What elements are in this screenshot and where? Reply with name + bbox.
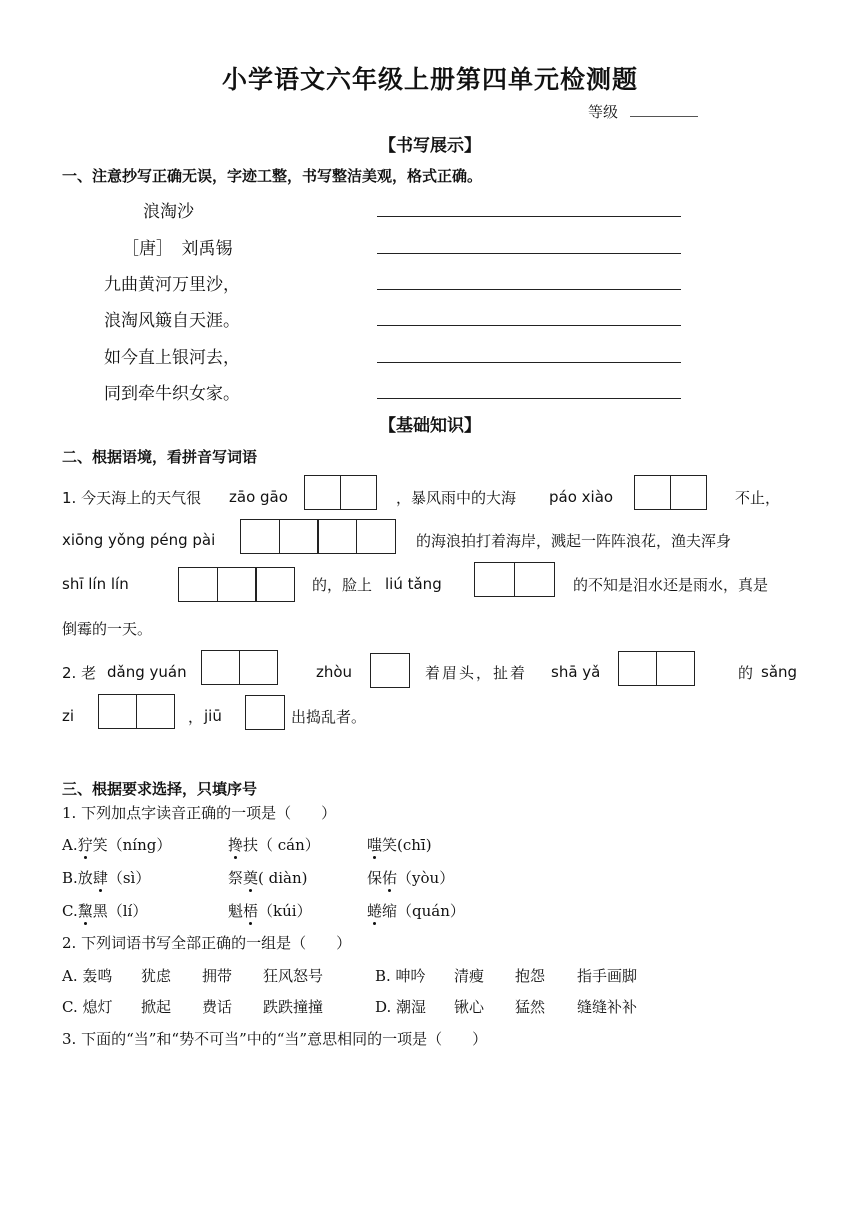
- option-b-item: 保佑（yòu）: [367, 869, 455, 887]
- option-a-item: 嗤笑(chī): [367, 836, 432, 854]
- q2-text: 倒霉的一天。: [62, 620, 153, 638]
- word-option: A. 轰鸣: [62, 967, 113, 985]
- answer-boxes[interactable]: [370, 653, 409, 688]
- pinyin: zi: [62, 707, 75, 725]
- pinyin: liú tǎng: [385, 575, 442, 593]
- word-option: D. 潮湿: [375, 998, 427, 1016]
- pinyin: shī lín lín: [62, 575, 129, 593]
- poem-line: 如今直上银河去，: [104, 348, 240, 368]
- q2-text: ，暴风雨中的大海: [396, 489, 517, 507]
- pinyin: sǎng: [761, 663, 798, 681]
- q2-heading: 二、根据语境，看拼音写词语: [62, 448, 258, 466]
- answer-boxes[interactable]: [618, 651, 693, 686]
- writing-line[interactable]: [377, 289, 681, 290]
- word-option: 狂风怒号: [263, 967, 324, 985]
- q2-text: 的，脸上: [312, 576, 373, 594]
- poem-author: ［唐］ 刘禹锡: [122, 239, 233, 259]
- q1-heading: 一、注意抄写正确无误，字迹工整，书写整洁美观，格式正确。: [62, 167, 483, 185]
- answer-boxes[interactable]: [634, 475, 705, 510]
- grade-blank[interactable]: [630, 104, 698, 117]
- poem-line: 同到牵牛织女家。: [104, 384, 240, 404]
- section-basics: 【基础知识】: [379, 416, 481, 436]
- word-option: 猛然: [515, 998, 546, 1016]
- pinyin: xiōng yǒng péng pài: [62, 531, 216, 549]
- q2-text: 1. 今天海上的天气很: [62, 489, 202, 507]
- pinyin: zhòu: [316, 663, 353, 681]
- answer-boxes[interactable]: [98, 694, 173, 729]
- word-option: 指手画脚: [577, 967, 638, 985]
- page-title: 小学语文六年级上册第四单元检测题: [221, 65, 638, 94]
- word-option: B. 呻吟: [375, 967, 426, 985]
- grade-field: [588, 101, 698, 122]
- writing-line[interactable]: [377, 398, 681, 399]
- answer-boxes[interactable]: [240, 519, 394, 554]
- word-option: C. 熄灯: [62, 998, 113, 1016]
- option-c: C.黧黑（lí）: [62, 902, 148, 920]
- q2-text: 的: [738, 664, 754, 682]
- word-option: 缝缝补补: [577, 998, 638, 1016]
- answer-boxes[interactable]: [245, 695, 284, 730]
- option-c-item: 蜷缩（quán）: [367, 902, 465, 920]
- writing-line[interactable]: [377, 325, 681, 326]
- answer-boxes[interactable]: [474, 562, 553, 597]
- q2-text: 着眉头，扯着: [425, 664, 528, 682]
- q3-question-3: 3. 下面的“当”和“势不可当”中的“当”意思相同的一项是（ ）: [62, 1030, 488, 1048]
- poem-line: 浪淘风簸自天涯。: [104, 311, 240, 331]
- answer-boxes[interactable]: [201, 650, 276, 685]
- option-a: A.狞笑（níng）: [62, 836, 172, 854]
- word-option: 跌跌撞撞: [263, 998, 324, 1016]
- option-b-item: 祭奠( diàn): [228, 869, 308, 887]
- writing-line[interactable]: [377, 362, 681, 363]
- word-option: 锹心: [454, 998, 485, 1016]
- answer-boxes[interactable]: [178, 567, 294, 602]
- pinyin: zāo gāo: [229, 488, 288, 506]
- q2-text: 的海浪拍打着海岸，溅起一阵阵浪花，渔夫浑身: [416, 532, 732, 550]
- option-c-item: 魁梧（kúi）: [228, 902, 312, 920]
- q3-question-2: 2. 下列词语书写全部正确的一组是（ ）: [62, 934, 352, 952]
- q3-question-1: 1. 下列加点字读音正确的一项是（ ）: [62, 804, 337, 822]
- option-a-item: 搀扶（ cán）: [228, 836, 320, 854]
- pinyin: páo xiào: [549, 488, 614, 506]
- section-writing: 【书写展示】: [379, 136, 481, 156]
- option-b: B.放肆（sì）: [62, 869, 151, 887]
- word-option: 拥带: [202, 967, 233, 985]
- q2-text: 的不知是泪水还是雨水，真是: [573, 576, 769, 594]
- word-option: 犹虑: [141, 967, 172, 985]
- word-option: 清瘦: [454, 967, 485, 985]
- pinyin: shā yǎ: [551, 663, 601, 681]
- word-option: 掀起: [141, 998, 172, 1016]
- q2-text: 出捣乱者。: [291, 708, 367, 726]
- q2-text: ，: [188, 708, 204, 726]
- word-option: 费话: [202, 998, 233, 1016]
- word-option: 抱怨: [515, 967, 546, 985]
- q2-text: 不止，: [735, 489, 781, 507]
- poem-title: 浪淘沙: [143, 202, 194, 222]
- pinyin: jiū: [204, 707, 222, 725]
- writing-line[interactable]: [377, 216, 681, 217]
- writing-line[interactable]: [377, 253, 681, 254]
- q3-heading: 三、根据要求选择，只填序号: [62, 780, 258, 798]
- answer-boxes[interactable]: [304, 475, 375, 510]
- poem-line: 九曲黄河万里沙，: [104, 275, 240, 295]
- grade-label: 等级: [588, 103, 619, 121]
- pinyin: dǎng yuán: [107, 663, 187, 681]
- q2-text: 2. 老: [62, 664, 97, 682]
